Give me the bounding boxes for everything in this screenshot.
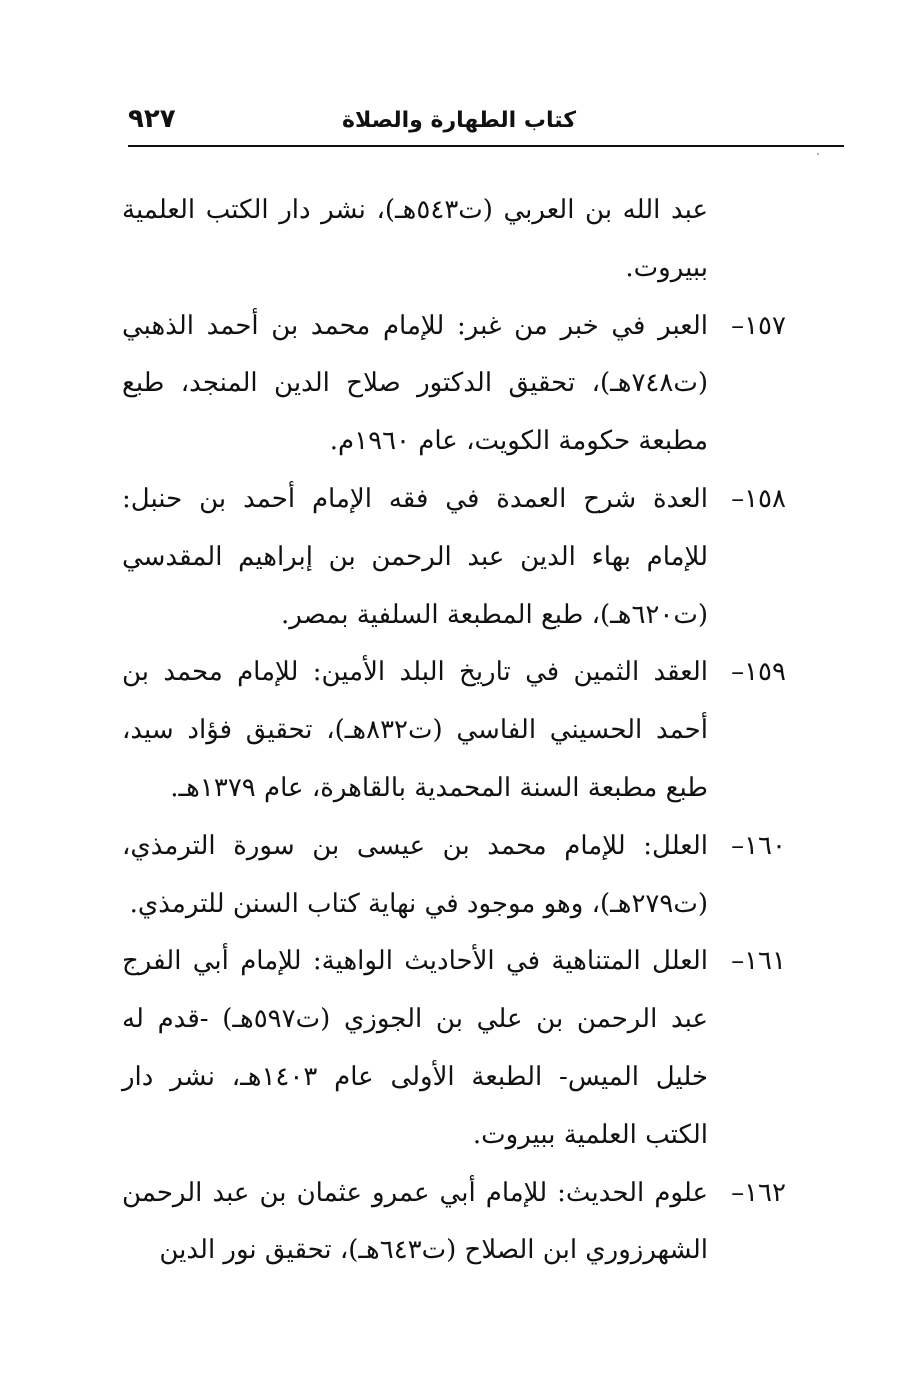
entry-number: ١٦١– bbox=[731, 946, 786, 977]
entry-number: ١٦٢– bbox=[731, 1177, 786, 1208]
bibliography-entry-158 bbox=[122, 471, 786, 644]
bibliography-entry-162 bbox=[122, 1165, 786, 1281]
bibliography-entry-160 bbox=[122, 818, 786, 934]
continued-entry: عبد الله بن العربي (ت٥٤٣هـ)، نشر دار الكتب العلمية ببيروت. bbox=[122, 195, 708, 283]
header-rule bbox=[128, 145, 844, 147]
bibliography-list bbox=[122, 182, 786, 1280]
entry-number: ١٥٨– bbox=[731, 483, 786, 514]
entry-text: علوم الحديث: للإمام أبي عمرو عثمان بن عبد الرحمن الشهرزوري ابن الصلاح (ت٦٤٣هـ)، تحقيق نور الدين bbox=[122, 1177, 708, 1266]
scan-speck bbox=[817, 153, 819, 155]
entry-number: ١٥٧– bbox=[731, 310, 786, 341]
book-title: كتاب الطهارة والصلاة bbox=[342, 108, 576, 133]
entry-text: العدة شرح العمدة في فقه الإمام أحمد بن حنبل: للإمام بهاء الدين عبد الرحمن بن إبراهيم المقدسي (ت٦٢٠هـ)، طبع المطبعة السلفية بمصر. bbox=[122, 483, 708, 630]
running-header bbox=[128, 104, 844, 144]
entry-text: العلل المتناهية في الأحاديث الواهية: للإمام أبي الفرج عبد الرحمن بن علي بن الجوزي (ت٥٩٧هـ) -قدم له خليل الميس- الطبعة الأولى عام ١٤٠٣هـ، نشر دار الكتب العلمية ببيروت. bbox=[122, 946, 709, 1150]
entry-number: ١٥٩– bbox=[731, 657, 786, 688]
entry-text: العبر في خبر من غبر: للإمام محمد بن أحمد الذهبي (ت٧٤٨هـ)، تحقيق الدكتور صلاح الدين المنجد، طبع مطبعة حكومة الكويت، عام ١٩٦٠م. bbox=[122, 310, 708, 457]
entry-number: ١٦٠– bbox=[731, 830, 786, 861]
bibliography-entry-159 bbox=[122, 644, 786, 817]
entry-text: العلل: للإمام محمد بن عيسى بن سورة الترمذي، (ت٢٧٩هـ)، وهو موجود في نهاية كتاب السنن للترمذي. bbox=[122, 830, 708, 919]
bibliography-entry-161 bbox=[122, 933, 786, 1164]
page-number: ٩٢٧ bbox=[128, 104, 176, 134]
entry-text: العقد الثمين في تاريخ البلد الأمين: للإمام محمد بن أحمد الحسيني الفاسي (ت٨٣٢هـ)، تحقيق فؤاد سيد، طبع مطبعة السنة المحمدية بالقاهرة، عام ١٣٧٩هـ. bbox=[122, 657, 708, 803]
bibliography-entry-157 bbox=[122, 298, 786, 471]
